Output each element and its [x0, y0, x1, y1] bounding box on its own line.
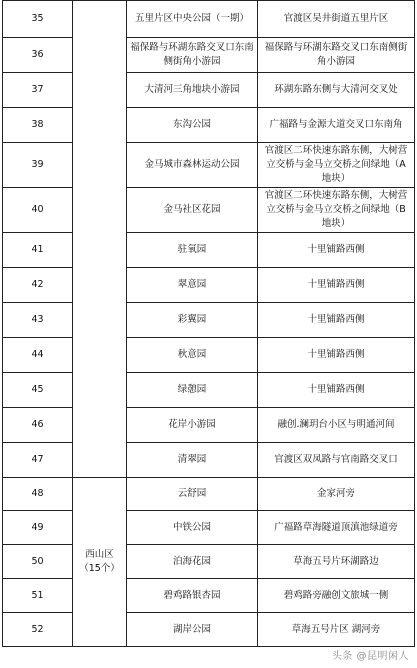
park-list-table [2, 0, 415, 647]
table-row [3, 143, 415, 188]
park-name: 秋意园 [127, 338, 258, 373]
table-row [3, 579, 415, 613]
park-name: 金马城市森林运动公园 [127, 143, 258, 188]
park-location: 十里铺路西侧 [258, 233, 415, 268]
row-number: 46 [3, 408, 73, 443]
table-row [3, 373, 415, 408]
park-location: 十里铺路西侧 [258, 303, 415, 338]
row-number: 35 [3, 1, 73, 38]
park-location: 环湖东路东侧与大清河交叉处 [258, 73, 415, 108]
row-number: 48 [3, 478, 73, 511]
row-number: 50 [3, 545, 73, 579]
park-location: 官渡区二环快速东路东侧，大树营立交桥与金马立交桥之间绿地（B 地块） [258, 188, 415, 233]
park-location: 碧鸡路旁融创文旅城一侧 [258, 579, 415, 613]
row-number: 43 [3, 303, 73, 338]
park-location: 广福路草海隧道顶滇池绿道旁 [258, 511, 415, 545]
park-name: 福保路与环湖东路交叉口东南侧街角小游园 [127, 38, 258, 73]
district-count: （15个） [79, 563, 120, 574]
park-location: 官渡区二环快速东路东侧，大树营立交桥与金马立交桥之间绿地（A 地块） [258, 143, 415, 188]
table-row [3, 338, 415, 373]
park-name: 五里片区中央公园（一期） [127, 1, 258, 38]
row-number: 49 [3, 511, 73, 545]
table-row [3, 545, 415, 579]
park-location: 草海五号片环湖路边 [258, 545, 415, 579]
table-row [3, 73, 415, 108]
district-name: 西山区 [85, 549, 114, 560]
row-number: 37 [3, 73, 73, 108]
table-row [3, 268, 415, 303]
row-number: 52 [3, 613, 73, 647]
table-row [3, 408, 415, 443]
row-number: 38 [3, 108, 73, 143]
park-name: 东沟公园 [127, 108, 258, 143]
park-location: 官渡区双凤路与官南路交叉口 [258, 443, 415, 478]
park-location: 福保路与环湖东路交叉口东南侧街角小游园 [258, 38, 415, 73]
park-name: 大清河三角地块小游园 [127, 73, 258, 108]
row-number: 44 [3, 338, 73, 373]
table-row [3, 478, 415, 511]
table-row [3, 303, 415, 338]
row-number: 41 [3, 233, 73, 268]
park-location: 融创.澜玥台小区与明通河间 [258, 408, 415, 443]
table-row [3, 443, 415, 478]
row-number: 47 [3, 443, 73, 478]
park-name: 翠意园 [127, 268, 258, 303]
park-name: 清翠园 [127, 443, 258, 478]
district-cell-guandu [73, 1, 127, 478]
park-location: 十里铺路西侧 [258, 268, 415, 303]
park-name: 金马社区花园 [127, 188, 258, 233]
district-cell-xishan [73, 478, 127, 647]
park-location: 官渡区吴井街道五里片区 [258, 1, 415, 38]
park-location: 十里铺路西侧 [258, 338, 415, 373]
table-row [3, 1, 415, 38]
park-name: 湖岸公园 [127, 613, 258, 647]
park-name: 花岸小游园 [127, 408, 258, 443]
row-number: 40 [3, 188, 73, 233]
park-name: 云舒园 [127, 478, 258, 511]
row-number: 45 [3, 373, 73, 408]
park-name: 碧鸡路银杏园 [127, 579, 258, 613]
row-number: 39 [3, 143, 73, 188]
park-location: 十里铺路西侧 [258, 373, 415, 408]
park-location: 草海五号片区 湖河旁 [258, 613, 415, 647]
table-row [3, 233, 415, 268]
table-row [3, 188, 415, 233]
park-location: 广福路与金源大道交叉口东南角 [258, 108, 415, 143]
row-number: 51 [3, 579, 73, 613]
row-number: 42 [3, 268, 73, 303]
park-name: 中铁公园 [127, 511, 258, 545]
table-row [3, 38, 415, 73]
park-name: 驻氧园 [127, 233, 258, 268]
park-name: 彩翼园 [127, 303, 258, 338]
park-name: 绿憩园 [127, 373, 258, 408]
table-row [3, 511, 415, 545]
table-row [3, 613, 415, 647]
watermark: 头条 @昆明闲人 [331, 651, 409, 662]
table-row [3, 108, 415, 143]
park-name: 泊海花园 [127, 545, 258, 579]
row-number: 36 [3, 38, 73, 73]
park-location: 金家河旁 [258, 478, 415, 511]
